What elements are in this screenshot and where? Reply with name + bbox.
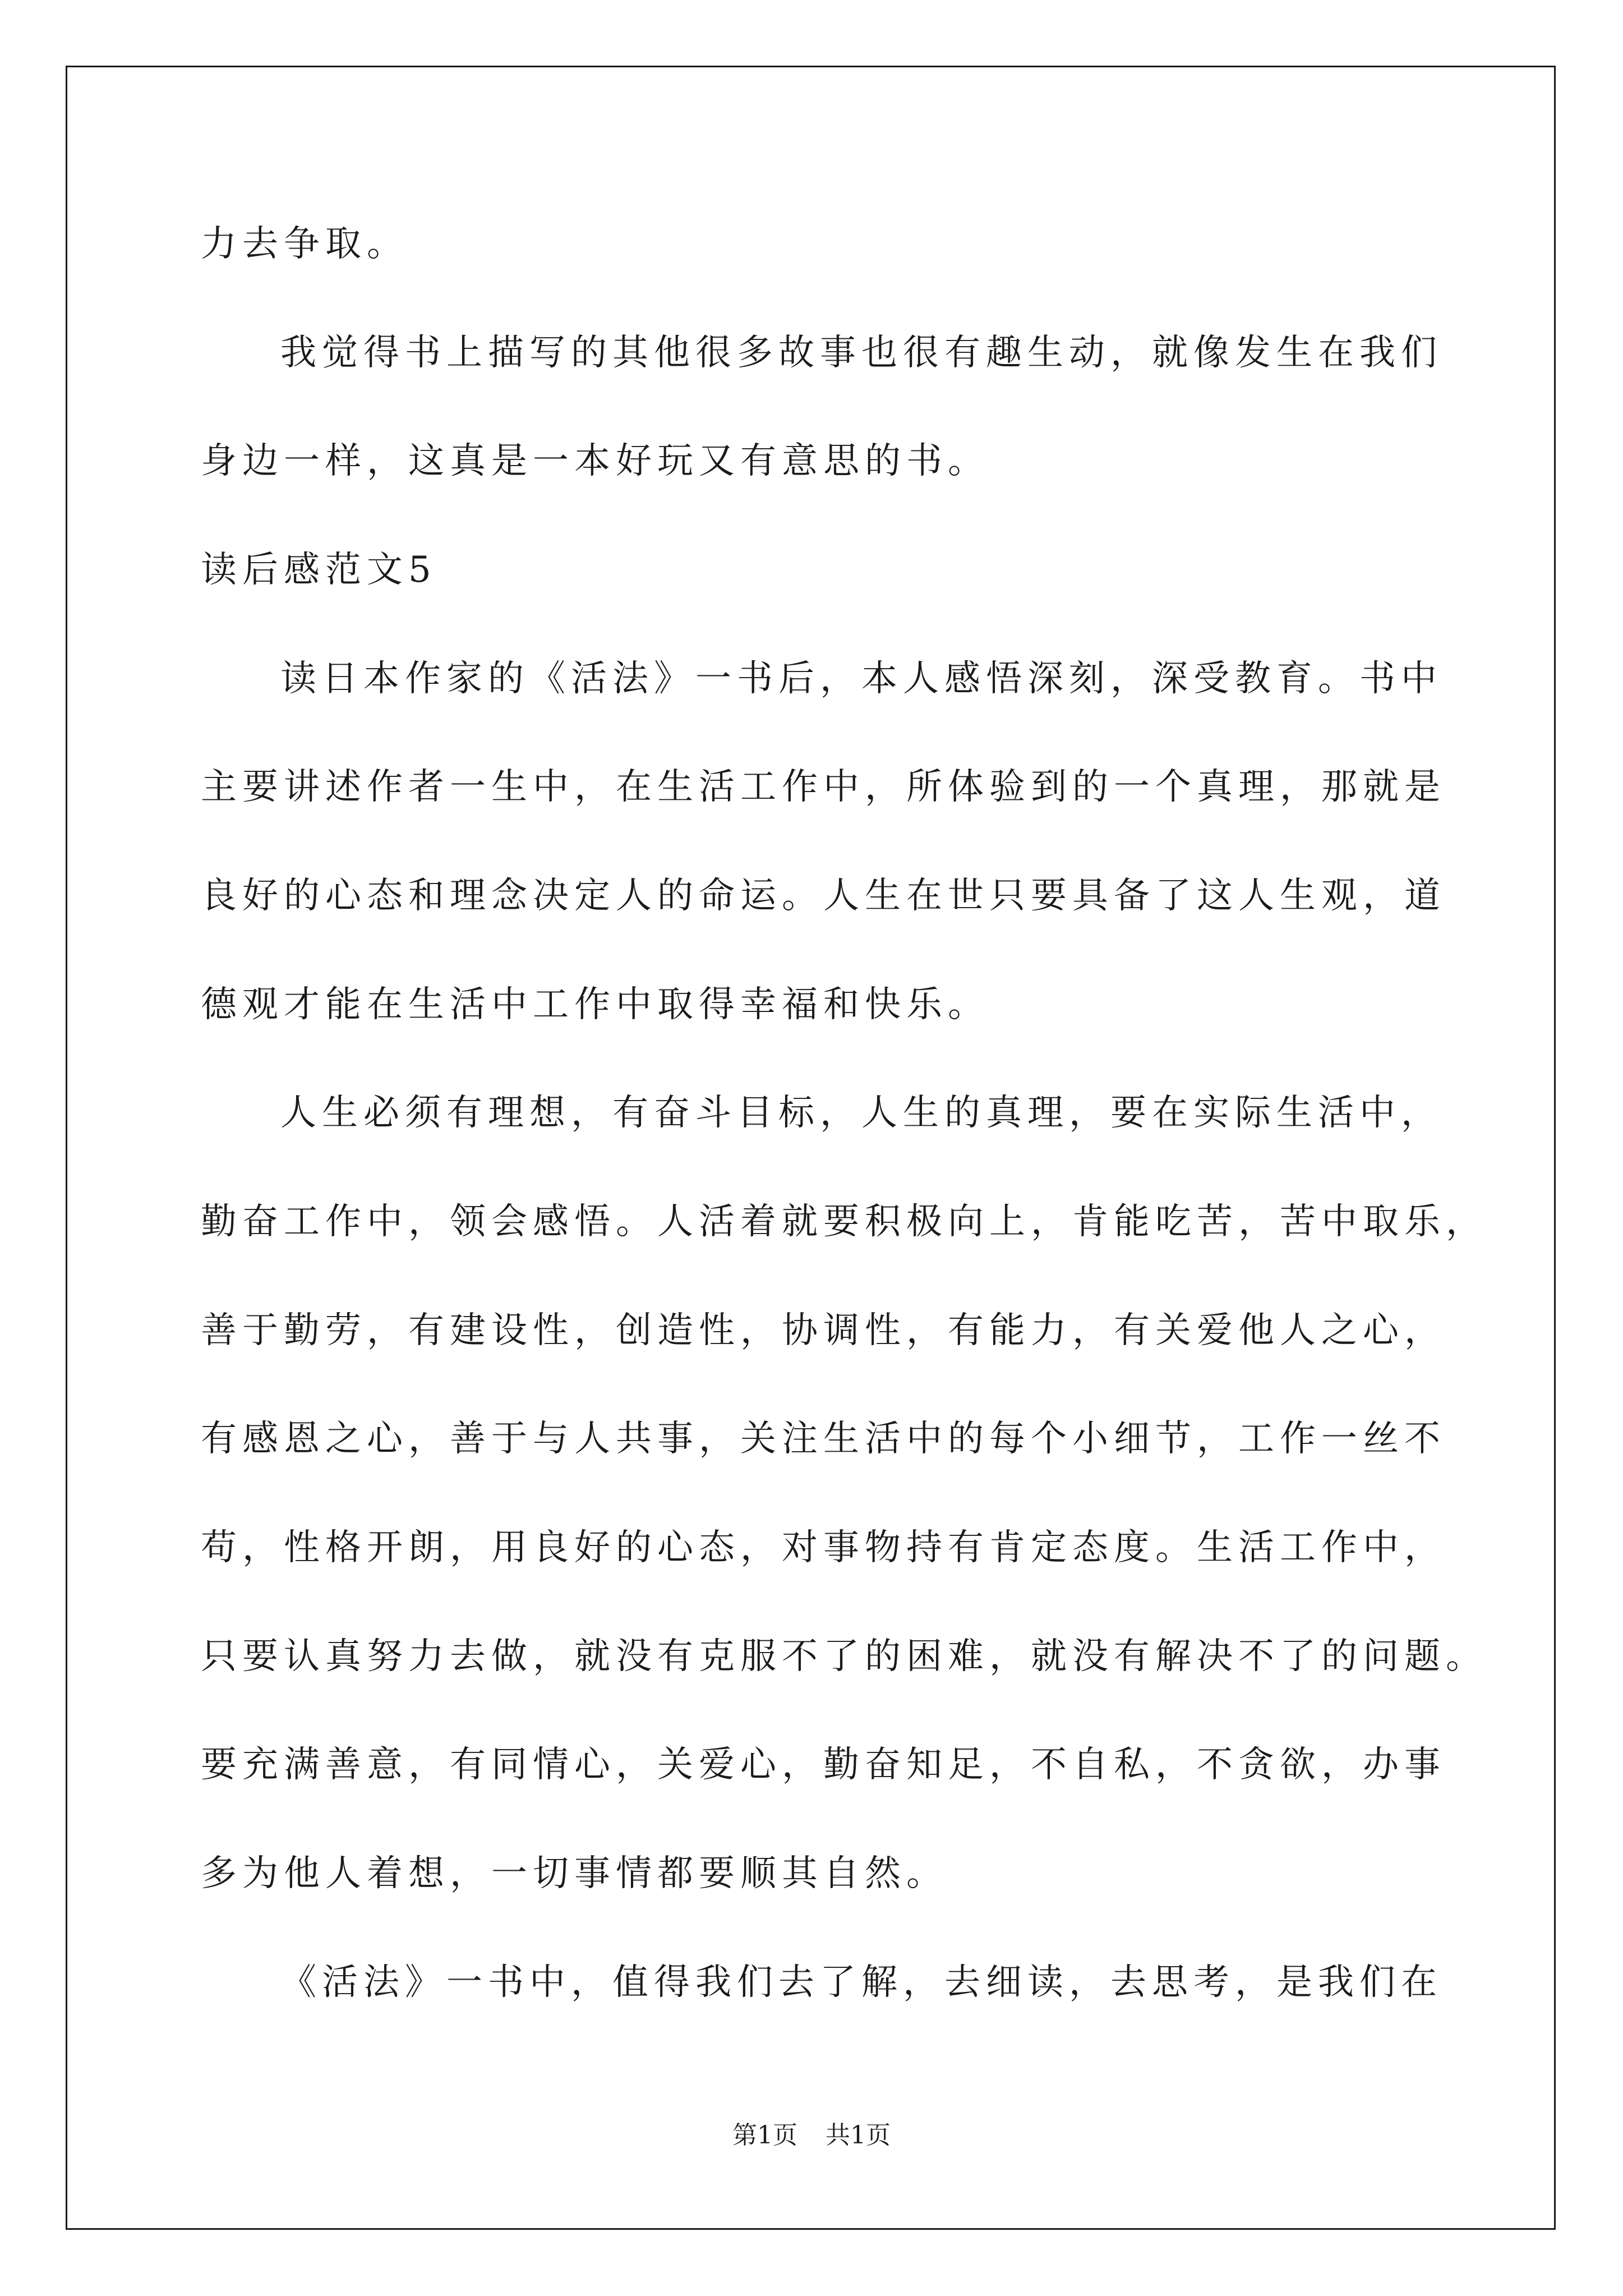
body-line-14: 要充满善意，有同情心，关爱心，勤奋知足，不自私，不贪欲，办事 — [201, 1744, 1446, 1786]
page-total: 共1页 — [826, 2121, 891, 2150]
body-line-10: 善于勤劳，有建设性，创造性，协调性，有能力，有关爱他人之心， — [201, 1310, 1446, 1351]
body-line-4: 读日本作家的《活法》一书后，本人感悟深刻，深受教育。书中 — [280, 658, 1442, 700]
body-line-8: 人生必须有理想，有奋斗目标，人生的真理，要在实际生活中， — [280, 1092, 1442, 1134]
body-line-1: 力去争取。 — [201, 223, 408, 265]
body-line-11: 有感恩之心，善于与人共事，关注生活中的每个小细节，工作一丝不 — [201, 1418, 1446, 1460]
body-line-12: 苟，性格开朗，用良好的心态，对事物持有肯定态度。生活工作中， — [201, 1527, 1446, 1568]
body-line-5: 主要讲述作者一生中，在生活工作中，所体验到的一个真理，那就是 — [201, 766, 1446, 808]
body-line-6: 良好的心态和理念决定人的命运。人生在世只要具备了这人生观，道 — [201, 875, 1446, 917]
body-line-9: 勤奋工作中，领会感悟。人活着就要积极向上，肯能吃苦，苦中取乐， — [201, 1201, 1487, 1243]
page-number: 第1页 — [732, 2121, 797, 2150]
page-footer — [0, 2119, 1623, 2152]
body-line-15: 多为他人着想，一切事情都要顺其自然。 — [201, 1853, 948, 1894]
body-line-2: 我觉得书上描写的其他很多故事也很有趣生动，就像发生在我们 — [280, 332, 1442, 374]
section-heading: 读后感范文5 — [201, 549, 437, 591]
body-line-16: 《活法》一书中，值得我们去了解，去细读，去思考，是我们在 — [280, 1962, 1442, 2003]
page-frame — [66, 66, 1556, 2230]
body-line-7: 德观才能在生活中工作中取得幸福和快乐。 — [201, 984, 989, 1025]
body-line-13: 只要认真努力去做，就没有克服不了的困难，就没有解决不了的问题。 — [201, 1636, 1487, 1677]
body-line-3: 身边一样，这真是一本好玩又有意思的书。 — [201, 440, 989, 482]
